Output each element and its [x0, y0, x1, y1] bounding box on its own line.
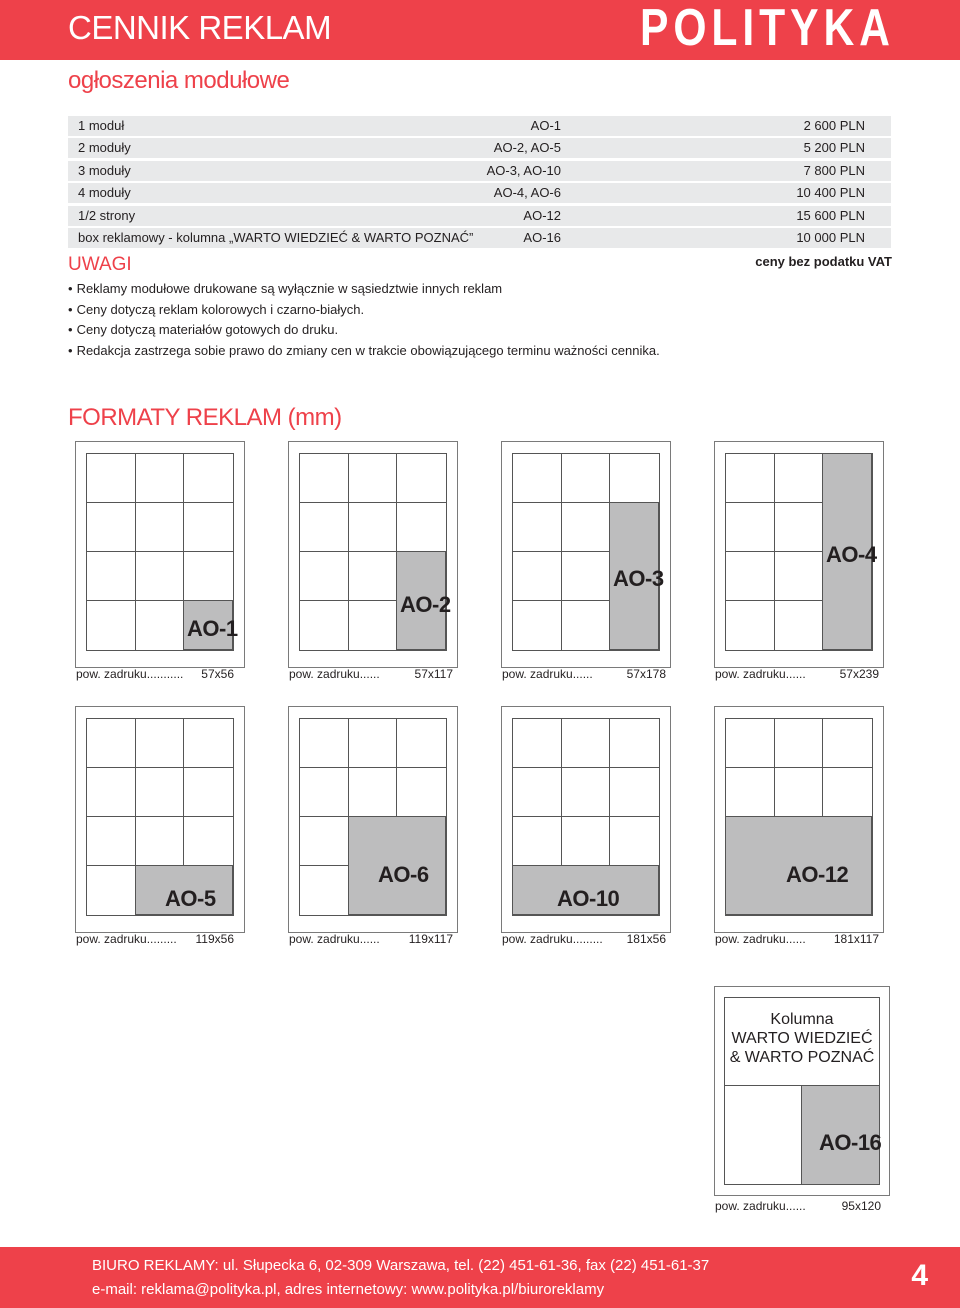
caption-label: pow. zadruku......: [289, 667, 380, 681]
column-box-label-line: Kolumna: [770, 1011, 834, 1028]
grid-cell: [775, 552, 824, 601]
price-row-price: 15 600 PLN: [796, 207, 865, 223]
note-item: • Ceny dotyczą reklam kolorowych i czarno-białych.: [68, 300, 660, 320]
format-grid: [86, 453, 238, 651]
section-subtitle: ogłoszenia modułowe: [68, 67, 290, 94]
grid-cell: [513, 601, 562, 650]
price-row-codes: AO-3, AO-10: [486, 162, 561, 178]
format-grid: [724, 997, 880, 1185]
format-grid: [725, 453, 877, 651]
format-code: AO-5: [165, 886, 216, 911]
grid-cell: [823, 719, 872, 768]
price-row: [68, 228, 891, 248]
grid-cell: [136, 768, 185, 817]
grid-cell: [136, 719, 185, 768]
brand-logo: POLITYKA: [640, 0, 895, 57]
note-item: • Ceny dotyczą materiałów gotowych do druku.: [68, 320, 660, 340]
grid-cell: [184, 817, 233, 866]
grid-cell: [397, 768, 446, 817]
grid-cell: [184, 503, 233, 552]
price-row-name: 2 moduły: [78, 140, 131, 156]
caption-label: pow. zadruku......: [289, 932, 380, 946]
grid-cell: [349, 719, 398, 768]
caption-label: pow. zadruku......: [715, 667, 806, 681]
grid-cell: [349, 503, 398, 552]
grid-cell: [349, 454, 398, 503]
grid-cell: [513, 503, 562, 552]
grid-cell: [513, 552, 562, 601]
grid-cell: [349, 817, 398, 866]
price-row: [68, 138, 891, 158]
grid-cell: [513, 454, 562, 503]
formats-heading: FORMATY REKLAM (mm): [68, 404, 342, 431]
format-page-ao-5: [75, 706, 245, 933]
grid-cell: [562, 503, 611, 552]
grid-cell: [823, 817, 872, 866]
caption-size: 95x120: [841, 1199, 881, 1213]
price-row-price: 7 800 PLN: [803, 162, 865, 178]
format-code: AO-2: [400, 592, 451, 617]
page-number: 4: [911, 1259, 928, 1292]
format-grid: [512, 453, 664, 651]
format-page-ao-2: [288, 441, 458, 668]
grid-cell: [726, 719, 775, 768]
format-grid: [512, 718, 660, 916]
grid-cell: [610, 503, 659, 552]
format-grid: [725, 718, 873, 916]
caption-size: 181x117: [833, 932, 879, 946]
caption-size: 119x56: [195, 932, 234, 946]
price-row-name: 1 moduł: [78, 118, 125, 133]
grid-cell: [300, 454, 349, 503]
format-page-ao-6: [288, 706, 458, 933]
grid-cell: [610, 601, 659, 650]
price-row-name: box reklamowy - kolumna „WARTO WIEDZIEĆ & WARTO POZNAĆ”: [78, 229, 474, 245]
grid-cell: [726, 866, 775, 915]
notes-list: [68, 279, 660, 361]
grid-cell: [726, 768, 775, 817]
caption-label: pow. zadruku.........: [76, 932, 177, 946]
grid-cell: [397, 719, 446, 768]
grid-cell: [610, 768, 659, 817]
grid-cell: [397, 503, 446, 552]
price-row-price: 10 400 PLN: [796, 185, 865, 201]
grid-cell: [136, 601, 185, 650]
column-box-label-line: & WARTO POZNAĆ: [729, 1049, 875, 1066]
price-row-price: 2 600 PLN: [803, 118, 865, 133]
price-row: [68, 116, 891, 136]
price-row-codes: AO-4, AO-6: [493, 185, 561, 201]
grid-cell: [184, 454, 233, 503]
grid-cell: [823, 454, 872, 503]
price-row: [68, 161, 891, 181]
price-row-name: 3 moduły: [78, 162, 131, 178]
notes-heading: UWAGI: [68, 254, 132, 275]
grid-cell: [775, 454, 824, 503]
grid-cell: [823, 768, 872, 817]
grid-cell: [513, 866, 562, 915]
price-row: [68, 183, 891, 203]
grid-cell: [184, 719, 233, 768]
caption-label: pow. zadruku......: [715, 1199, 806, 1213]
grid-cell: [513, 719, 562, 768]
footer-bar: [0, 1247, 960, 1308]
price-row-name: 1/2 strony: [78, 207, 136, 223]
price-row-codes: AO-16: [523, 229, 561, 245]
price-row-price: 10 000 PLN: [796, 229, 865, 245]
vat-note: ceny bez podatku VAT: [755, 254, 892, 269]
grid-cell: [87, 552, 136, 601]
grid-cell: [726, 817, 775, 866]
grid-cell: [136, 454, 185, 503]
grid-cell: [136, 817, 185, 866]
grid-cell: [726, 454, 775, 503]
grid-cell: [87, 866, 136, 915]
price-table: [68, 116, 891, 250]
grid-cell: [184, 768, 233, 817]
grid-line: [801, 1085, 802, 1184]
grid-cell: [397, 454, 446, 503]
grid-cell: [300, 503, 349, 552]
format-code: AO-16: [819, 1130, 882, 1155]
grid-cell: [513, 768, 562, 817]
grid-cell: [775, 503, 824, 552]
format-grid: [299, 718, 447, 916]
grid-cell: [775, 719, 824, 768]
grid-cell: [87, 601, 136, 650]
caption-label: pow. zadruku...........: [76, 667, 184, 681]
grid-cell: [562, 454, 611, 503]
format-page-ao-16: [714, 986, 890, 1196]
grid-cell: [562, 768, 611, 817]
caption-size: 57x117: [414, 667, 453, 681]
grid-cell: [726, 503, 775, 552]
grid-cell: [136, 503, 185, 552]
column-box-label: [725, 1010, 879, 1067]
format-code: AO-1: [187, 616, 238, 641]
grid-cell: [349, 552, 398, 601]
grid-cell: [823, 601, 872, 650]
caption-size: 57x178: [626, 667, 666, 681]
grid-cell: [300, 768, 349, 817]
grid-cell: [726, 552, 775, 601]
format-page-ao-12: [714, 706, 884, 933]
caption-size: 119x117: [408, 932, 453, 946]
grid-cell: [87, 768, 136, 817]
header-bar: [0, 0, 960, 60]
grid-cell: [610, 454, 659, 503]
grid-cell: [136, 552, 185, 601]
grid-cell: [726, 601, 775, 650]
grid-cell: [300, 601, 349, 650]
format-page-ao-10: [501, 706, 671, 933]
format-page-ao-3: [501, 441, 671, 668]
grid-cell: [300, 719, 349, 768]
grid-cell: [87, 719, 136, 768]
grid-cell: [349, 601, 398, 650]
footer-address: BIURO REKLAMY: ul. Słupecka 6, 02-309 Warszawa, tel. (22) 451-61-36, fax (22) 451-61-37: [92, 1257, 710, 1274]
format-code: AO-10: [557, 886, 620, 911]
grid-cell: [562, 601, 611, 650]
grid-cell: [610, 719, 659, 768]
format-code: AO-12: [786, 862, 849, 887]
note-item: • Redakcja zastrzega sobie prawo do zmiany cen w trakcie obowiązującego terminu ważności cennika.: [68, 341, 660, 361]
caption-label: pow. zadruku.........: [502, 932, 603, 946]
format-code: AO-6: [378, 862, 429, 887]
grid-cell: [184, 552, 233, 601]
caption-label: pow. zadruku......: [715, 932, 806, 946]
price-row-name: 4 moduły: [78, 185, 131, 201]
grid-cell: [562, 552, 611, 601]
grid-cell: [775, 601, 824, 650]
grid-cell: [610, 817, 659, 866]
price-row-codes: AO-12: [523, 207, 561, 223]
price-row-codes: AO-1: [530, 118, 561, 133]
grid-cell: [300, 552, 349, 601]
grid-cell: [562, 817, 611, 866]
format-code: AO-3: [613, 566, 664, 591]
grid-cell: [775, 817, 824, 866]
grid-cell: [349, 768, 398, 817]
grid-cell: [513, 817, 562, 866]
format-grid: [299, 453, 451, 651]
price-row: [68, 206, 891, 226]
format-code: AO-4: [826, 542, 877, 567]
caption-size: 57x56: [201, 667, 234, 681]
grid-cell: [87, 454, 136, 503]
caption-label: pow. zadruku......: [502, 667, 593, 681]
grid-cell: [300, 817, 349, 866]
format-grid: [86, 718, 234, 916]
price-row-price: 5 200 PLN: [803, 140, 865, 156]
grid-cell: [775, 768, 824, 817]
grid-cell: [397, 817, 446, 866]
format-page-ao-4: [714, 441, 884, 668]
price-row-codes: AO-2, AO-5: [493, 140, 561, 156]
footer-contact: e-mail: reklama@polityka.pl, adres internetowy: www.polityka.pl/biuroreklamy: [92, 1281, 605, 1298]
grid-cell: [300, 866, 349, 915]
page-title: CENNIK REKLAM: [68, 9, 332, 46]
column-box-label-line: WARTO WIEDZIEĆ: [731, 1030, 873, 1047]
grid-cell: [87, 817, 136, 866]
grid-cell: [562, 719, 611, 768]
caption-size: 181x56: [626, 932, 666, 946]
caption-size: 57x239: [839, 667, 879, 681]
format-page-ao-1: [75, 441, 245, 668]
grid-cell: [87, 503, 136, 552]
note-item: • Reklamy modułowe drukowane są wyłącznie w sąsiedztwie innych reklam: [68, 279, 660, 299]
